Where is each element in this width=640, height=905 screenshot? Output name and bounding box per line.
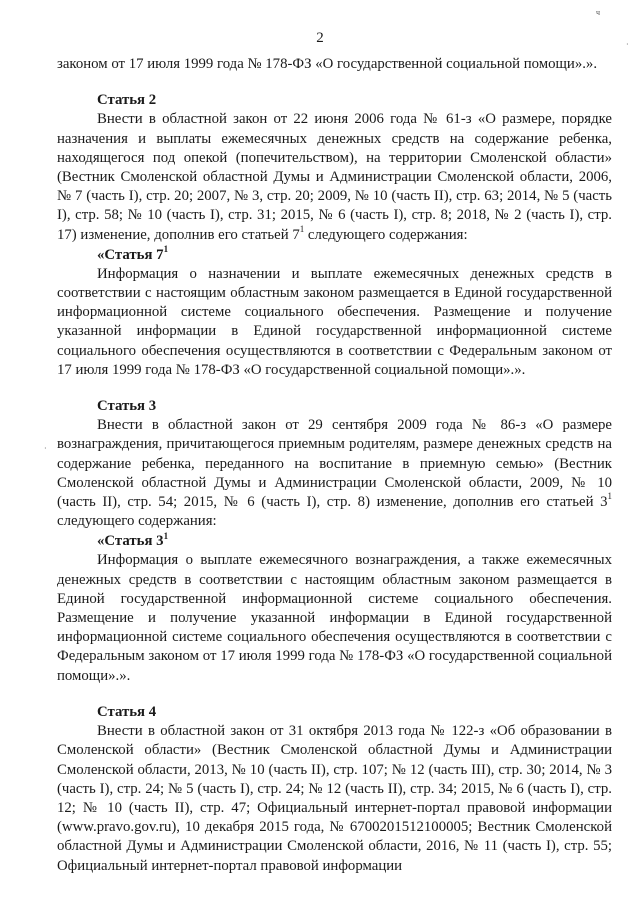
- article-2-heading: Статья 2: [97, 92, 157, 109]
- article-2-body: Внести в областной закон от 22 июня 2006 года № 61-з «О размере, порядке назначения и выплаты ежемесячных денежных средств на содержание ребенка, находящегося под опекой (попечительством), на территории Смоленской области» (Вестник Смоленской областной Думы и Администрации Смоленской области, 2006, № 7 (часть I), стр. 20; 2007, № 3, стр. 20; 2009, № 10 (часть II), стр. 63; 2014, № 5 (часть I), стр. 58; № 10 (часть I), стр. 31; 2015, № 6 (часть I), стр. 8; 2018, № 2 (часть I), стр. 17) изменение, дополнив его статьей $7^1$ следующего содержания:: [57, 111, 612, 243]
- article-3-1-text: Информация о выплате ежемесячного вознаграждения, а также ежемесячных денежных средств в соответствии с настоящим областным законом размещается в Единой государственной информационной системе социального обеспечения. Размещение и получение указанной информации в Единой государственной информационной системе социального обеспечения осуществляются в соответствии с Федеральным законом от 17 июля 1999 года № 178-ФЗ «О государственной социальной помощи».».: [57, 552, 612, 684]
- article-7-1-heading: «Статья $7^1$: [97, 243, 169, 263]
- article-4-body: Внести в областной закон от 31 октября 2013 года № 122-з «Об образовании в Смоленской области» (Вестник Смоленской областной Думы и Администрации Смоленской области, 2013, № 10 (часть II), стр. 107; № 12 (часть III), стр. 30; 2014, № 3 (часть I), стр. 24; № 5 (часть I), стр. 24; № 12 (часть II), стр. 34; 2015, № 6 (часть I), стр. 12; № 10 (часть II), стр. 47; Официальный интернет-портал правовой информации (www.pravo.gov.ru), 10 декабря 2015 года, № 6700201512100005; Вестник Смоленской областной Думы и Администрации Смоленской области, 2016, № 11 (часть I), стр. 55; Официальный интернет-портал правовой информации: [57, 723, 612, 874]
- continuation-text: законом от 17 июля 1999 года № 178-ФЗ «О государственной социальной помощи».».: [57, 56, 598, 72]
- article-3-1-heading: «Статья $3^1$: [97, 530, 169, 550]
- article-4-heading: Статья 4: [97, 703, 157, 720]
- article-7-1-text: Информация о назначении и выплате ежемесячных денежных средств в соответствии с настоящим областным законом размещается в Единой государственной информационной системе социального обеспечения. Размещение и получение указанной информации в Единой государственной информационной системе социального обеспечения осуществляются в соответствии с Федеральным законом от 17 июля 1999 года № 178-ФЗ «О государственной социальной помощи».».: [57, 265, 612, 378]
- page-number: 2: [316, 30, 324, 46]
- article-3-body: Внести в областной закон от 29 сентября 2009 года № 86-з «О размере вознаграждения, причитающегося приемным родителям, размере денежных средств на содержание ребенка, переданного на воспитание в приемную семью» (Вестник Смоленской областной Думы и Администрации Смоленской области, 2009, № 10 (часть II), стр. 54; 2015, № 6 (часть I), стр. 8) изменение, дополнив его статьей $3^1$ следующего содержания:: [57, 417, 612, 530]
- scan-mark-edge: ·: [626, 40, 629, 49]
- scan-mark-margin: ·: [44, 444, 47, 453]
- scan-mark-top-right: ч: [596, 8, 601, 17]
- article-3-heading: Статья 3: [97, 398, 157, 415]
- document-body: [57, 55, 612, 876]
